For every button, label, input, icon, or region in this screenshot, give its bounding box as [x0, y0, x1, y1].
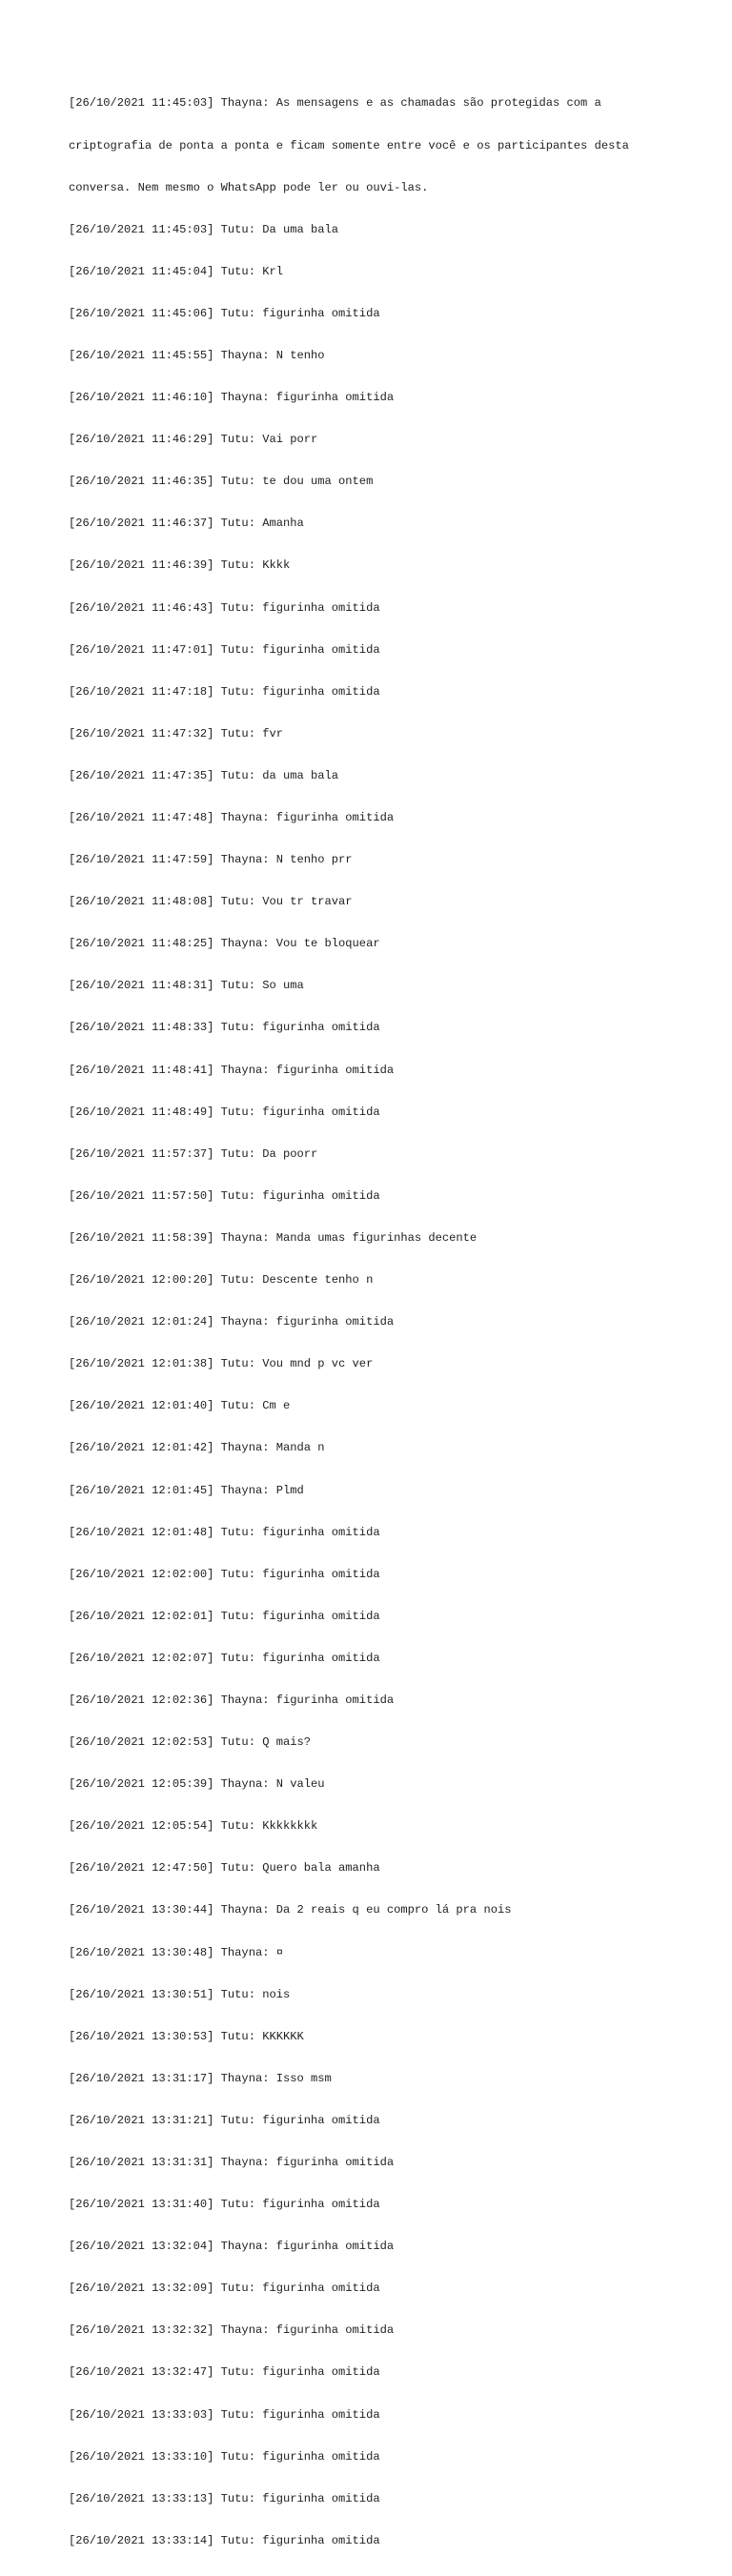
chat-line: [26/10/2021 11:48:49] Tutu: figurinha omitida: [69, 1105, 380, 1119]
chat-line: [26/10/2021 11:46:29] Tutu: Vai porr: [69, 433, 318, 447]
chat-line: [26/10/2021 13:33:13] Tutu: figurinha omitida: [69, 2491, 380, 2505]
chat-line: [26/10/2021 13:30:44] Thayna: Da 2 reais q eu compro lá pra nois: [69, 1903, 512, 1917]
chat-line: [26/10/2021 11:47:35] Tutu: da uma bala: [69, 768, 339, 782]
chat-log: [69, 69, 679, 2576]
chat-line: [26/10/2021 12:02:01] Tutu: figurinha omitida: [69, 1609, 380, 1623]
chat-line: [26/10/2021 12:01:42] Thayna: Manda n: [69, 1441, 325, 1455]
chat-line: [26/10/2021 12:01:45] Thayna: Plmd: [69, 1483, 304, 1497]
chat-line: criptografia de ponta a ponta e ficam somente entre você e os participantes desta: [69, 138, 629, 152]
chat-line: [26/10/2021 11:47:18] Tutu: figurinha omitida: [69, 684, 380, 699]
chat-line: [26/10/2021 11:46:37] Tutu: Amanha: [69, 517, 304, 531]
chat-line: [26/10/2021 13:31:40] Tutu: figurinha omitida: [69, 2198, 380, 2212]
chat-line: [26/10/2021 12:02:53] Tutu: Q mais?: [69, 1735, 312, 1750]
chat-line: [26/10/2021 11:45:06] Tutu: figurinha omitida: [69, 306, 380, 320]
chat-line: [26/10/2021 13:32:09] Tutu: figurinha omitida: [69, 2282, 380, 2296]
chat-line: [26/10/2021 11:48:08] Tutu: Vou tr travar: [69, 895, 353, 909]
chat-line: [26/10/2021 11:46:10] Thayna: figurinha omitida: [69, 391, 395, 405]
chat-line: [26/10/2021 13:30:51] Tutu: nois: [69, 1987, 291, 2001]
chat-line: [26/10/2021 11:47:32] Tutu: fvr: [69, 726, 283, 740]
chat-line: [26/10/2021 11:57:50] Tutu: figurinha omitida: [69, 1188, 380, 1203]
chat-line: [26/10/2021 13:33:10] Tutu: figurinha omitida: [69, 2449, 380, 2464]
chat-line: [26/10/2021 13:31:21] Tutu: figurinha omitida: [69, 2113, 380, 2127]
chat-line: [26/10/2021 13:31:31] Thayna: figurinha omitida: [69, 2156, 395, 2169]
chat-line: [26/10/2021 13:32:47] Tutu: figurinha omitida: [69, 2365, 380, 2380]
chat-line: [26/10/2021 12:05:54] Tutu: Kkkkkkkk: [69, 1819, 318, 1834]
chat-line: [26/10/2021 11:58:39] Thayna: Manda umas figurinhas decente: [69, 1230, 478, 1245]
chat-line: [26/10/2021 12:01:38] Tutu: Vou mnd p vc ver: [69, 1357, 374, 1371]
chat-line: [26/10/2021 11:57:37] Tutu: Da poorr: [69, 1146, 318, 1161]
chat-line: [26/10/2021 13:30:48] Thayna: ¤: [69, 1945, 283, 1959]
chat-line: [26/10/2021 11:45:03] Tutu: Da uma bala: [69, 222, 339, 236]
chat-line: [26/10/2021 11:47:59] Thayna: N tenho prr: [69, 853, 353, 867]
chat-line: [26/10/2021 11:46:39] Tutu: Kkkk: [69, 558, 291, 573]
chat-line: [26/10/2021 12:02:00] Tutu: figurinha omitida: [69, 1567, 380, 1581]
chat-line: [26/10/2021 11:48:25] Thayna: Vou te bloquear: [69, 937, 380, 951]
chat-line: [26/10/2021 11:45:04] Tutu: Krl: [69, 264, 283, 278]
chat-line: [26/10/2021 11:45:55] Thayna: N tenho: [69, 348, 325, 362]
chat-line: [26/10/2021 12:01:48] Tutu: figurinha omitida: [69, 1525, 380, 1539]
chat-line: [26/10/2021 11:45:03] Thayna: As mensagens e as chamadas são protegidas com a: [69, 96, 601, 111]
chat-line: [26/10/2021 11:47:01] Tutu: figurinha omitida: [69, 642, 380, 657]
chat-line: [26/10/2021 12:00:20] Tutu: Descente tenho n: [69, 1273, 374, 1288]
chat-line: [26/10/2021 12:47:50] Tutu: Quero bala amanha: [69, 1861, 380, 1876]
chat-line: [26/10/2021 13:31:17] Thayna: Isso msm: [69, 2071, 332, 2085]
chat-line: conversa. Nem mesmo o WhatsApp pode ler ou ouvi-las.: [69, 180, 429, 194]
chat-line: [26/10/2021 12:05:39] Thayna: N valeu: [69, 1777, 325, 1792]
chat-line: [26/10/2021 13:32:32] Thayna: figurinha omitida: [69, 2323, 395, 2338]
chat-line: [26/10/2021 13:30:53] Tutu: KKKKKK: [69, 2029, 304, 2043]
chat-line: [26/10/2021 13:33:14] Tutu: figurinha omitida: [69, 2533, 380, 2547]
chat-line: [26/10/2021 13:32:04] Thayna: figurinha omitida: [69, 2240, 395, 2254]
chat-line: [26/10/2021 11:47:48] Thayna: figurinha omitida: [69, 811, 395, 824]
chat-line: [26/10/2021 13:33:03] Tutu: figurinha omitida: [69, 2407, 380, 2422]
chat-line: [26/10/2021 11:46:43] Tutu: figurinha omitida: [69, 600, 380, 615]
chat-line: [26/10/2021 11:48:33] Tutu: figurinha omitida: [69, 1021, 380, 1035]
chat-line: [26/10/2021 11:48:41] Thayna: figurinha omitida: [69, 1063, 395, 1077]
chat-line: [26/10/2021 12:01:24] Thayna: figurinha omitida: [69, 1315, 395, 1329]
chat-line: [26/10/2021 11:46:35] Tutu: te dou uma ontem: [69, 475, 374, 489]
chat-line: [26/10/2021 12:01:40] Tutu: Cm e: [69, 1399, 291, 1413]
chat-line: [26/10/2021 12:02:07] Tutu: figurinha omitida: [69, 1651, 380, 1665]
chat-line: [26/10/2021 12:02:36] Thayna: figurinha omitida: [69, 1693, 395, 1707]
chat-line: [26/10/2021 11:48:31] Tutu: So uma: [69, 979, 304, 993]
